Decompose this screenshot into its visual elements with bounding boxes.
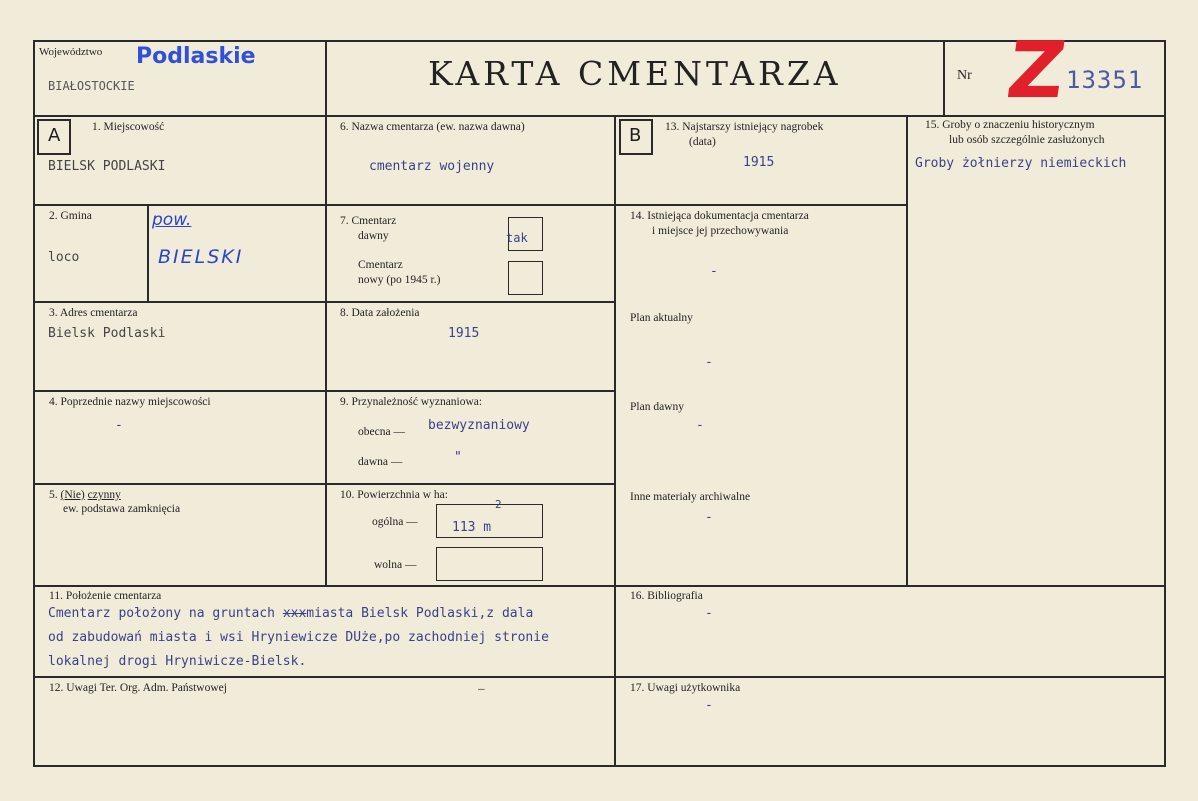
card-number: 13351 [1066, 66, 1144, 94]
field-6-value: cmentarz wojenny [369, 159, 495, 174]
field-4-label: 4. Poprzednie nazwy miejscowości [49, 396, 211, 408]
field-11-line-2: od zabudowań miasta i wsi Hryniewicze DUże,po zachodniej stronie [48, 630, 549, 645]
field-13-sublabel: (data) [689, 136, 716, 148]
field-15-sublabel: lub osób szczególnie zasłużonych [949, 134, 1105, 146]
field-11-line-1 [48, 606, 533, 621]
divider [34, 390, 615, 392]
field-7-old-label: dawny [358, 230, 389, 242]
field-1-value: BIELSK PODLASKI [48, 159, 166, 174]
divider [34, 483, 615, 485]
field-11-label: 11. Położenie cmentarza [49, 590, 162, 602]
field-17-label: 17. Uwagi użytkownika [630, 682, 741, 694]
plan-current-value: - [705, 355, 713, 370]
field-16-value: - [705, 606, 713, 621]
field-2-handwritten-value: BIELSKI [158, 246, 244, 268]
field-10-free-box [436, 547, 543, 581]
field-5-sublabel: ew. podstawa zamknięcia [63, 503, 181, 515]
field-5-nie: (Nie) [60, 489, 85, 501]
field-8-value: 1915 [448, 326, 480, 341]
field-17-value: - [705, 698, 713, 713]
field-11-line-1-struck: xxx [282, 606, 307, 621]
field-7-new-sublabel: nowy (po 1945 r.) [358, 274, 441, 286]
plan-old-value: - [696, 418, 704, 433]
divider [943, 41, 945, 116]
field-4-value: - [115, 418, 123, 433]
divider [34, 115, 1165, 117]
field-15-value: Groby żołnierzy niemieckich [915, 156, 1127, 171]
field-15-label: 15. Groby o znaczeniu historycznym [925, 119, 1095, 131]
divider [906, 116, 908, 586]
field-11-line-3: lokalnej drogi Hryniwicze-Bielsk. [48, 654, 307, 669]
field-13-value: 1915 [743, 155, 775, 170]
archive-label: Inne materiały archiwalne [630, 491, 751, 503]
field-13-label: 13. Najstarszy istniejący nagrobek [665, 121, 824, 133]
field-3-label: 3. Adres cmentarza [49, 307, 138, 319]
field-10-label: 10. Powierzchnia w ha: [340, 489, 448, 501]
field-11-line-1-a: Cmentarz położony na gruntach [48, 606, 283, 621]
nr-label: Nr [957, 68, 972, 83]
field-12-label: 12. Uwagi Ter. Org. Adm. Państwowej [49, 682, 227, 694]
field-9-current-label: obecna — [358, 426, 405, 438]
field-2-value: loco [48, 250, 80, 265]
field-7-new-label: Cmentarz [358, 259, 403, 271]
field-2-label: 2. Gmina [49, 210, 92, 222]
voivodeship-label: Województwo [39, 46, 103, 58]
divider [325, 41, 327, 116]
field-9-label: 9. Przynależność wyznaniowa: [340, 396, 483, 408]
field-14-value: - [710, 264, 718, 279]
divider [614, 116, 616, 766]
field-14-label: 14. Istniejąca dokumentacja cmentarza [630, 210, 809, 222]
field-1-label: 1. Miejscowość [92, 121, 165, 133]
field-10-total-superscript: 2 [495, 498, 502, 511]
divider [34, 301, 615, 303]
field-7-label: 7. Cmentarz [340, 215, 397, 227]
field-3-value: Bielsk Podlaski [48, 326, 166, 341]
field-14-sublabel: i miejsce jej przechowywania [652, 225, 789, 237]
field-10-free-label: wolna — [374, 559, 417, 571]
section-a-letter: A [48, 125, 61, 146]
page-title: KARTA CMENTARZA [428, 54, 842, 93]
field-16-label: 16. Bibliografia [630, 590, 703, 602]
plan-current-label: Plan aktualny [630, 312, 693, 324]
field-6-label: 6. Nazwa cmentarza (ew. nazwa dawna) [340, 121, 525, 133]
plan-old-label: Plan dawny [630, 401, 684, 413]
divider [34, 676, 1165, 678]
field-5-num: 5. [49, 489, 58, 501]
voivodeship-stamp: Podlaskie [136, 44, 256, 69]
field-7-old-value: tak [506, 231, 528, 245]
divider [325, 116, 327, 586]
section-b-letter: B [629, 125, 642, 146]
divider [615, 204, 907, 206]
voivodeship-typed: BIAŁOSTOCKIE [48, 79, 135, 93]
field-9-past-value: " [454, 450, 462, 465]
field-5-czynny: czynny [87, 489, 121, 501]
field-10-total-label: ogólna — [372, 516, 418, 528]
field-10-total-value: 113 m [452, 520, 492, 535]
field-9-past-label: dawna — [358, 456, 403, 468]
field-7-new-checkbox [508, 261, 543, 295]
divider [147, 205, 149, 301]
field-5-label [49, 489, 121, 501]
red-z-mark: Z [1001, 26, 1071, 116]
divider [34, 204, 615, 206]
field-12-value: — [478, 682, 485, 695]
field-11-line-1-b: miasta Bielsk Podlaski,z dala [306, 606, 534, 621]
field-9-current-value: bezwyznaniowy [428, 418, 530, 433]
field-8-label: 8. Data założenia [340, 307, 420, 319]
archive-value: - [705, 510, 713, 525]
divider [34, 585, 1165, 587]
field-2-handwritten-pow: pow. [152, 210, 192, 230]
